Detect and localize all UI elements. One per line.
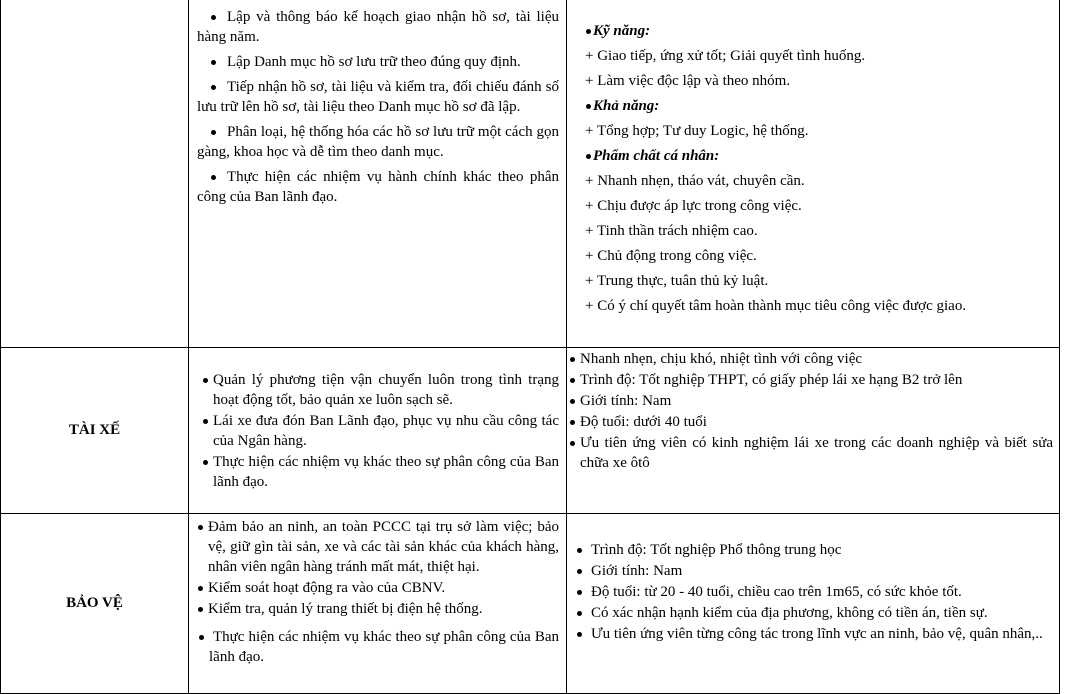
bullet-icon — [211, 175, 216, 180]
bullet-icon — [570, 441, 575, 446]
requirement-item: Giới tính: Nam — [569, 391, 1053, 411]
bullet-icon — [586, 29, 591, 34]
role-cell — [1, 0, 189, 348]
ability-item: + Tổng hợp; Tư duy Logic, hệ thống. — [585, 123, 809, 139]
duty-item: Kiểm tra, quản lý trang thiết bị điện hệ thống. — [197, 599, 559, 619]
bullet-icon — [203, 378, 208, 383]
role-cell — [1, 348, 189, 514]
bullet-icon — [570, 399, 575, 404]
duty-item: Lập và thông báo kế hoạch giao nhận hồ sơ, tài liệu hàng năm. — [197, 9, 559, 45]
skill-item: + Làm việc độc lập và theo nhóm. — [585, 73, 791, 89]
table-row — [1, 514, 1060, 694]
trait-item: + Chủ động trong công việc. — [585, 248, 757, 264]
duty-item: Thực hiện các nhiệm vụ khác theo sự phân công của Ban lãnh đạo. — [197, 627, 559, 667]
duty-item: Kiểm soát hoạt động ra vào của CBNV. — [197, 578, 559, 598]
bullet-icon — [198, 607, 203, 612]
bullet-icon — [577, 548, 582, 553]
duties-cell — [189, 514, 567, 694]
bullet-icon — [211, 130, 216, 135]
trait-item: + Tinh thần trách nhiệm cao. — [585, 223, 758, 239]
requirements-cell — [567, 348, 1060, 514]
requirements-cell — [567, 514, 1060, 694]
bullet-icon — [570, 420, 575, 425]
bullet-icon — [577, 569, 582, 574]
role-name: TÀI XẾ — [68, 422, 121, 438]
duty-item: Thực hiện các nhiệm vụ khác theo sự phân công của Ban lãnh đạo. — [201, 452, 559, 492]
requirements-cell — [567, 0, 1060, 348]
trait-item: + Chịu được áp lực trong công việc. — [585, 198, 802, 214]
role-cell — [1, 514, 189, 694]
requirement-item: Trình độ: Tốt nghiệp Phổ thông trung học — [575, 540, 1053, 560]
skills-heading: Kỹ năng: — [585, 19, 1051, 44]
bullet-icon — [577, 590, 582, 595]
requirement-item: Ưu tiên ứng viên từng công tác trong lĩnh vực an ninh, bảo vệ, quân nhân,.. — [575, 624, 1053, 644]
bullet-icon — [577, 611, 582, 616]
duty-item: Phân loại, hệ thống hóa các hồ sơ lưu trữ một cách gọn gàng, khoa học và dễ tìm theo danh mục. — [197, 124, 559, 160]
duty-item: Lái xe đưa đón Ban Lãnh đạo, phục vụ nhu cầu công tác của Ngân hàng. — [201, 411, 559, 451]
requirement-item: Trình độ: Tốt nghiệp THPT, có giấy phép lái xe hạng B2 trở lên — [569, 370, 1053, 390]
bullet-icon — [198, 586, 203, 591]
skill-item: + Giao tiếp, ứng xử tốt; Giải quyết tình huống. — [585, 48, 866, 64]
bullet-icon — [586, 104, 591, 109]
bullet-icon — [203, 460, 208, 465]
duty-item: Quản lý phương tiện vận chuyển luôn trong tình trạng hoạt động tốt, bảo quản xe luôn sạch sẽ. — [201, 370, 559, 410]
requirement-item: Giới tính: Nam — [575, 561, 1053, 581]
bullet-icon — [199, 635, 204, 640]
duty-fragment — [197, 0, 559, 3]
requirement-item: Nhanh nhẹn, chịu khó, nhiệt tình với công việc — [569, 349, 1053, 369]
table-row — [1, 348, 1060, 514]
traits-heading: Phẩm chất cá nhân: — [585, 144, 1051, 169]
duties-cell — [189, 0, 567, 348]
requirement-item: Độ tuổi: dưới 40 tuổi — [569, 412, 1053, 432]
bullet-icon — [211, 15, 216, 20]
bullet-icon — [586, 154, 591, 159]
trait-item: + Có ý chí quyết tâm hoàn thành mục tiêu công việc được giao. — [585, 298, 967, 314]
duty-item: Lập Danh mục hồ sơ lưu trữ theo đúng quy định. — [197, 52, 559, 72]
bullet-icon — [211, 85, 216, 90]
table-row — [1, 0, 1060, 348]
trait-item: + Nhanh nhẹn, tháo vát, chuyên cần. — [585, 173, 805, 189]
bullet-icon — [570, 378, 575, 383]
duty-item: Thực hiện các nhiệm vụ hành chính khác theo phân công của Ban lãnh đạo. — [197, 169, 559, 205]
duty-item: Tiếp nhận hồ sơ, tài liệu và kiểm tra, đối chiếu đánh số lưu trữ lên hồ sơ, tài liệu theo Danh mục hồ sơ đã lập. — [197, 79, 559, 115]
requirement-item: Ưu tiên ứng viên có kinh nghiệm lái xe trong các doanh nghiệp và biết sửa chữa xe ôtô — [569, 433, 1053, 473]
bullet-icon — [211, 60, 216, 65]
bullet-icon — [198, 525, 203, 530]
duty-item: Đảm bảo an ninh, an toàn PCCC tại trụ sở làm việc; bảo vệ, giữ gìn tài sản, xe và các tài sản khác của khách hàng, nhân viên ngân hàng tránh mất mát, thiệt hại. — [197, 517, 559, 577]
role-name: BẢO VỆ — [66, 595, 123, 611]
requirement-item: Độ tuổi: từ 20 - 40 tuổi, chiều cao trên 1m65, có sức khỏe tốt. — [575, 582, 1053, 602]
duties-cell — [189, 348, 567, 514]
ability-heading: Khả năng: — [585, 94, 1051, 119]
bullet-icon — [570, 357, 575, 362]
trait-item: + Trung thực, tuân thủ kỷ luật. — [585, 273, 769, 289]
bullet-icon — [577, 632, 582, 637]
requirement-item: Có xác nhận hạnh kiểm của địa phương, không có tiền án, tiền sự. — [575, 603, 1053, 623]
bullet-icon — [203, 419, 208, 424]
